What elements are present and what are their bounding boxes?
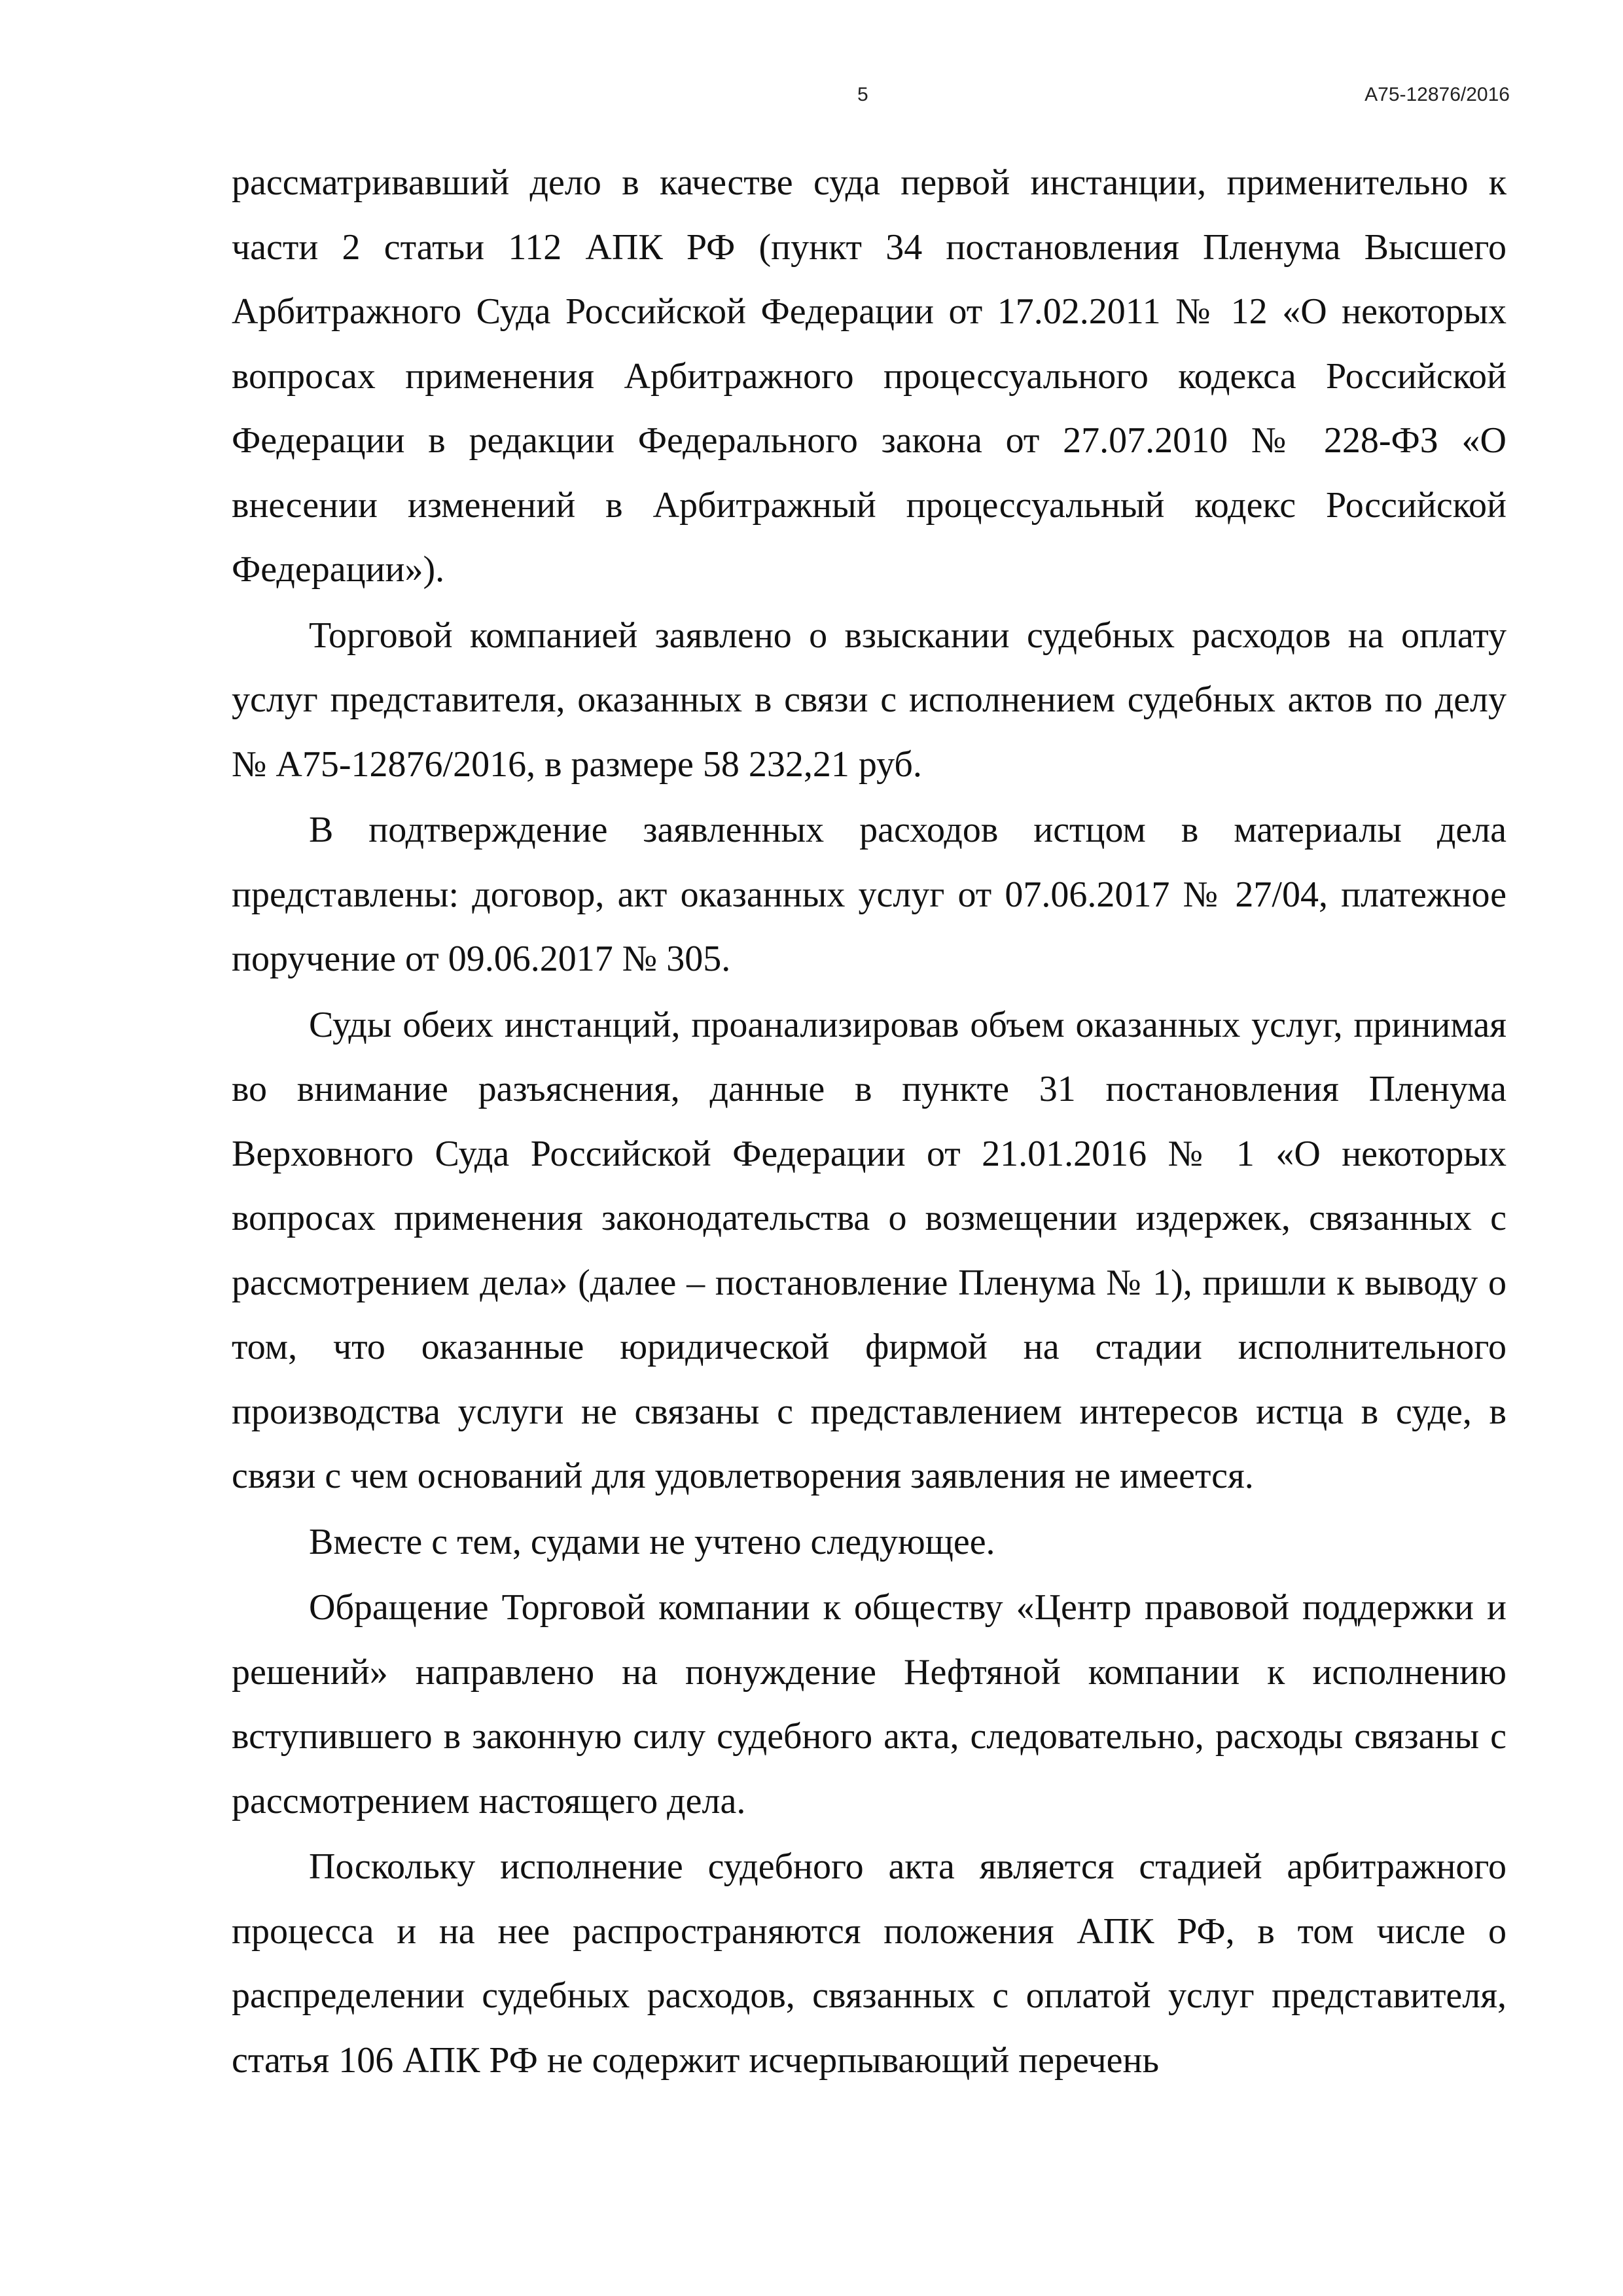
case-number: А75-12876/2016 (1364, 84, 1510, 105)
paragraph-enforcement-stage: Поскольку исполнение судебного акта является стадией арбитражного процесса и на нее распространяются положения АПК РФ, в том числе о распределении судебных расходов, связанных с оплатой услуг представителя, статья 106 АПК РФ не содержит исчерпывающий перечень (232, 1846, 1507, 2081)
paragraph-continuation: рассматривавший дело в качестве суда первой инстанции, применительно к части 2 статьи 112 АПК РФ (пункт 34 постановления Пленума Высшего Арбитражного Суда Российской Федерации от 17.02.2011 № 12 «О некоторых вопросах применения Арбитражного процессуального кодекса Российской Федерации в редакции Федерального закона от 27.07.2010 № 228-ФЗ «О внесении изменений в Арбитражный процессуальный кодекс Российской Федерации»). (232, 162, 1507, 590)
paragraph-however: Вместе с тем, судами не учтено следующее. (309, 1521, 995, 1562)
paragraph-appeal-reasoning: Обращение Торговой компании к обществу «Центр правовой поддержки и решений» направлено на понуждение Нефтяной компании к исполнению вступившего в законную силу судебного акта, следовательно, расходы связаны с рассмотрением настоящего дела. (232, 1587, 1507, 1821)
paragraph-evidence: В подтверждение заявленных расходов истцом в материалы дела представлены: договор, акт оказанных услуг от 07.06.2017 № 27/04, платежное поручение от 09.06.2017 № 305. (232, 810, 1507, 979)
document-body (232, 151, 1507, 2092)
paragraph-courts-conclusion: Суды обеих инстанций, проанализировав объем оказанных услуг, принимая во внимание разъяснения, данные в пункте 31 постановления Пленума Верховного Суда Российской Федерации от 21.01.2016 № 1 «О некоторых вопросах применения законодательства о возмещении издержек, связанных с рассмотрением дела» (далее – постановление Пленума № 1), пришли к выводу о том, что оказанные юридической фирмой на стадии исполнительного производства услуги не связаны с представлением интересов истца в суде, в связи с чем оснований для удовлетворения заявления не имеется. (232, 1004, 1507, 1496)
page-number: 5 (857, 84, 868, 105)
paragraph-claim: Торговой компанией заявлено о взыскании судебных расходов на оплату услуг представителя, оказанных в связи с исполнением судебных актов по делу № А75-12876/2016, в размере 58 232,21 руб. (232, 615, 1507, 785)
